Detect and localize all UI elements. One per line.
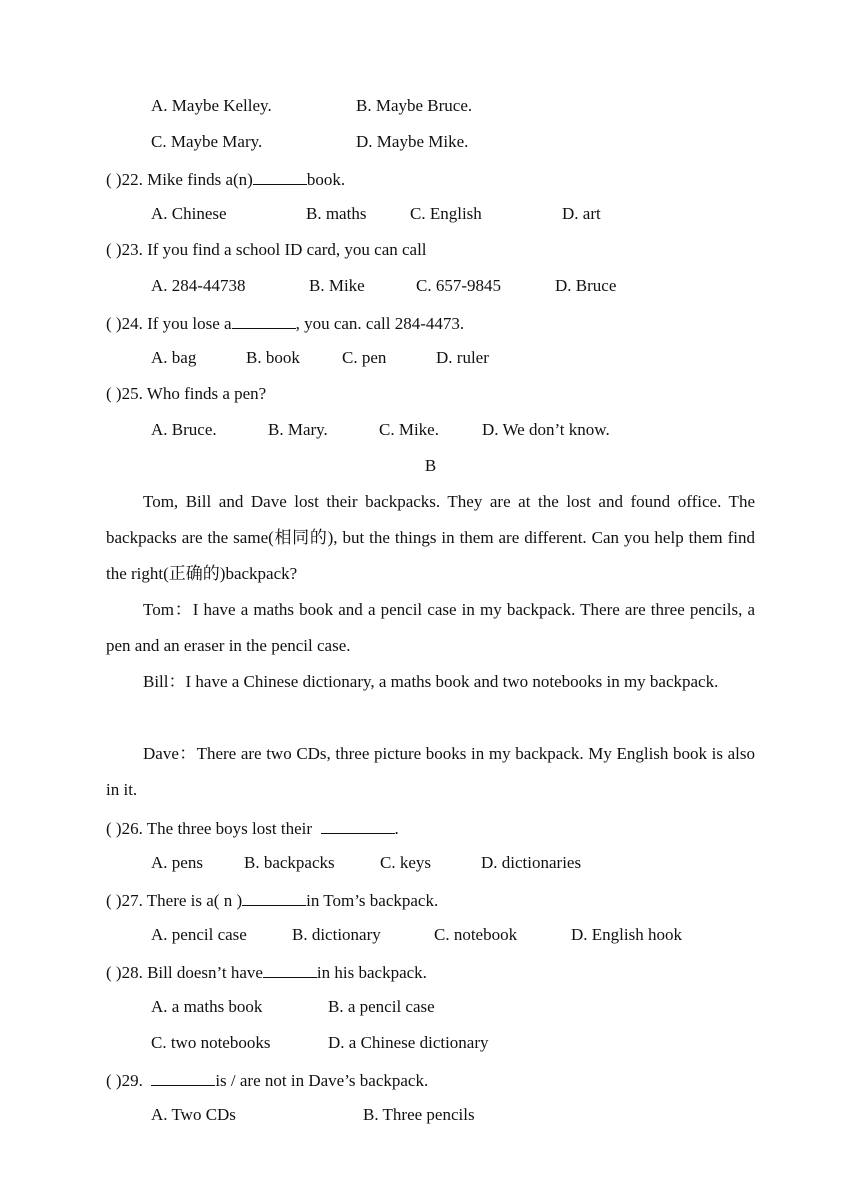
answer-paren: ( ) (106, 1071, 122, 1090)
passage-intro: Tom, Bill and Dave lost their backpacks. They are at the lost and found office. The backpacks are the same(相同的), but the things in them are different. Can you help them find the right(正确的)backpack? (106, 492, 755, 583)
q27-option-d: D. English hook (571, 925, 682, 944)
q28-option-d: D. a Chinese dictionary (328, 1033, 489, 1052)
q24-option-d: D. ruler (436, 348, 489, 367)
question-text-end: , you can. call 284-4473. (295, 314, 465, 333)
question-24 (106, 313, 464, 332)
question-text: 24. If you lose a (121, 314, 232, 333)
answer-blank (321, 818, 395, 834)
answer-paren: ( ) (106, 170, 122, 189)
q22-option-b: B. maths (306, 204, 367, 223)
answer-paren: ( ) (106, 819, 122, 838)
q25-option-c: C. Mike. (379, 420, 439, 439)
q21-option-c: C. Maybe Mary. (151, 132, 263, 151)
question-28 (106, 962, 427, 981)
question-27 (106, 890, 438, 909)
question-text-end: in Tom’s backpack. (306, 891, 439, 910)
section-heading: B (424, 456, 437, 475)
answer-blank (232, 313, 296, 329)
question-text: 25. Who finds a pen? (121, 384, 267, 403)
q26-option-b: B. backpacks (244, 853, 335, 872)
q28-option-c: C. two notebooks (151, 1033, 271, 1052)
question-text: 26. The three boys lost their (121, 819, 313, 838)
q24-option-c: C. pen (342, 348, 387, 367)
answer-paren: ( ) (106, 963, 122, 982)
question-text-end: . (394, 819, 399, 838)
q25-option-d: D. We don’t know. (482, 420, 610, 439)
q23-option-b: B. Mike (309, 276, 365, 295)
q22-option-c: C. English (410, 204, 482, 223)
q21-option-a: A. Maybe Kelley. (151, 96, 272, 115)
q23-option-c: C. 657-9845 (416, 276, 501, 295)
q21-option-d: D. Maybe Mike. (356, 132, 469, 151)
question-text: 22. Mike finds a(n) (121, 170, 253, 189)
answer-blank (242, 890, 306, 906)
q22-option-a: A. Chinese (151, 204, 227, 223)
answer-blank (151, 1070, 215, 1086)
answer-paren: ( ) (106, 314, 122, 333)
q25-option-b: B. Mary. (268, 420, 328, 439)
answer-paren: ( ) (106, 240, 122, 259)
question-text-end: in his backpack. (316, 963, 427, 982)
q25-option-a: A. Bruce. (151, 420, 217, 439)
question-26 (106, 818, 399, 837)
answer-paren: ( ) (106, 891, 122, 910)
q22-option-d: D. art (562, 204, 601, 223)
q28-option-b: B. a pencil case (328, 997, 435, 1016)
question-25 (106, 385, 266, 402)
question-text: 28. Bill doesn’t have (121, 963, 263, 982)
q24-option-b: B. book (246, 348, 300, 367)
q23-option-a: A. 284-44738 (151, 276, 246, 295)
q27-option-b: B. dictionary (292, 925, 381, 944)
q27-option-a: A. pencil case (151, 925, 247, 944)
question-text: 23. If you find a school ID card, you can call (121, 240, 427, 259)
question-text-end: is / are not in Dave’s backpack. (215, 1071, 429, 1090)
passage-bill: Bill：I have a Chinese dictionary, a maths book and two notebooks in my backpack. (143, 672, 719, 691)
q21-option-b: B. Maybe Bruce. (356, 96, 473, 115)
q26-option-d: D. dictionaries (481, 853, 582, 872)
q29-option-a: A. Two CDs (151, 1105, 236, 1124)
q27-option-c: C. notebook (434, 925, 518, 944)
q26-option-a: A. pens (151, 853, 203, 872)
question-29 (106, 1070, 428, 1089)
answer-paren: ( ) (106, 384, 122, 403)
passage-tom: Tom：I have a maths book and a pencil case in my backpack. There are three pencils, a pen and an eraser in the pencil case. (106, 600, 755, 655)
question-text-end: book. (306, 170, 346, 189)
question-text: 29. (121, 1071, 143, 1090)
passage-dave: Dave：There are two CDs, three picture books in my backpack. My English book is also in it. (106, 744, 755, 799)
q23-option-d: D. Bruce (555, 276, 617, 295)
q26-option-c: C. keys (380, 853, 431, 872)
q29-option-b: B. Three pencils (363, 1105, 475, 1124)
question-22 (106, 169, 345, 188)
question-text: 27. There is a( n ) (121, 891, 243, 910)
answer-blank (263, 962, 317, 978)
question-23 (106, 241, 427, 258)
answer-blank (253, 169, 307, 185)
q28-option-a: A. a maths book (151, 997, 263, 1016)
q24-option-a: A. bag (151, 348, 197, 367)
